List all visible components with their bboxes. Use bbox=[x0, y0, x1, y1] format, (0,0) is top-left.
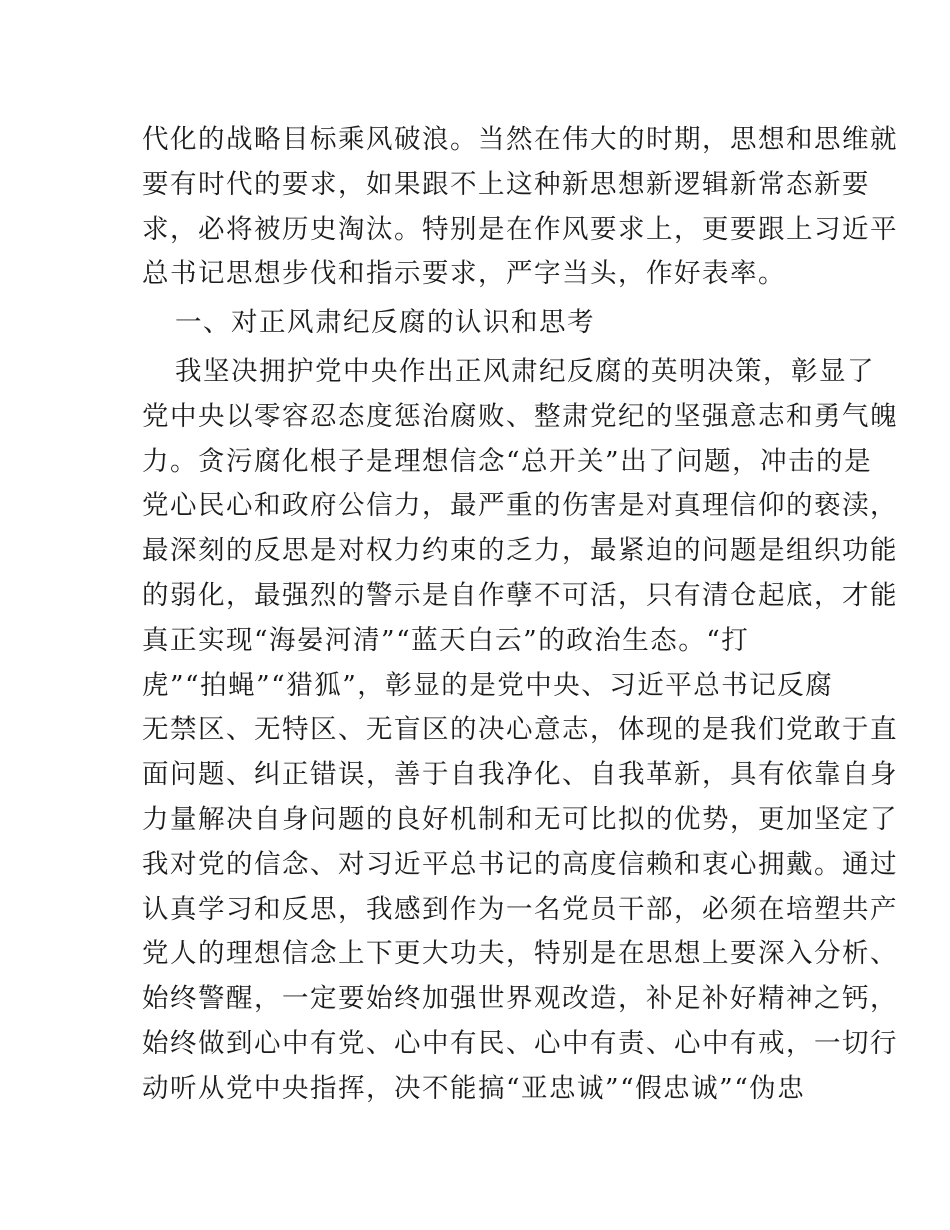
text-line: 的弱化，最强烈的警示是自作孽不可活，只有清仓起底，才能 bbox=[142, 579, 898, 611]
text-line: 面问题、纠正错误，善于自我净化、自我革新，具有依靠自身 bbox=[142, 759, 898, 791]
text-line: 党中央以零容忍态度惩治腐败、整肃党纪的坚强意志和勇气魄 bbox=[142, 400, 898, 432]
paragraph-2 bbox=[142, 350, 898, 1112]
text-line: 动听从党中央指挥，决不能搞“亚忠诚”“假忠诚”“伪忠 bbox=[142, 1072, 806, 1104]
text-line: 我坚决拥护党中央作出正风肃纪反腐的英明决策，彰显了 bbox=[175, 355, 875, 387]
text-line: 代化的战略目标乘风破浪。当然在伟大的时期，思想和思维就 bbox=[142, 124, 898, 155]
text-line: 我对党的信念、对习近平总书记的高度信赖和衷心拥戴。通过 bbox=[142, 848, 898, 880]
paragraph-1 bbox=[142, 118, 898, 297]
text-line: 始终做到心中有党、心中有民、心中有责、心中有戒，一切行 bbox=[142, 1027, 898, 1059]
text-line: 始终警醒，一定要始终加强世界观改造，补足补好精神之钙， bbox=[142, 983, 898, 1015]
text-line: 党心民心和政府公信力，最严重的伤害是对真理信仰的亵渎， bbox=[142, 490, 898, 522]
text-line: 认真学习和反思，我感到作为一名党员干部，必须在培塑共产 bbox=[142, 893, 898, 925]
text-line: 最深刻的反思是对权力约束的乏力，最紧迫的问题是组织功能 bbox=[142, 535, 898, 567]
text-line: 无禁区、无特区、无盲区的决心意志，体现的是我们党敢于直 bbox=[142, 714, 898, 746]
text-line: 求，必将被历史淘汰。特别是在作风要求上，更要跟上习近平 bbox=[142, 213, 898, 245]
text-line: 要有时代的要求，如果跟不上这种新思想新逻辑新常态新要 bbox=[142, 168, 870, 200]
text-line: 真正实现“海晏河清”“蓝天白云”的政治生态。“打 bbox=[142, 624, 750, 656]
text-line: 党人的理想信念上下更大功夫，特别是在思想上要深入分析、 bbox=[142, 938, 898, 970]
text-line: 力量解决自身问题的良好机制和无可比拟的优势，更加坚定了 bbox=[142, 803, 898, 835]
text-line: 总书记思想步伐和指示要求，严字当头，作好表率。 bbox=[142, 258, 786, 290]
text-line: 力。贪污腐化根子是理想信念“总开关”出了问题，冲击的是 bbox=[142, 445, 873, 477]
document-body bbox=[142, 118, 898, 1112]
section-heading: 一、对正风肃纪反腐的认识和思考 bbox=[175, 307, 595, 339]
text-line: 虎”“拍蝇”“猎狐”，彰显的是党中央、习近平总书记反腐 bbox=[142, 669, 834, 701]
